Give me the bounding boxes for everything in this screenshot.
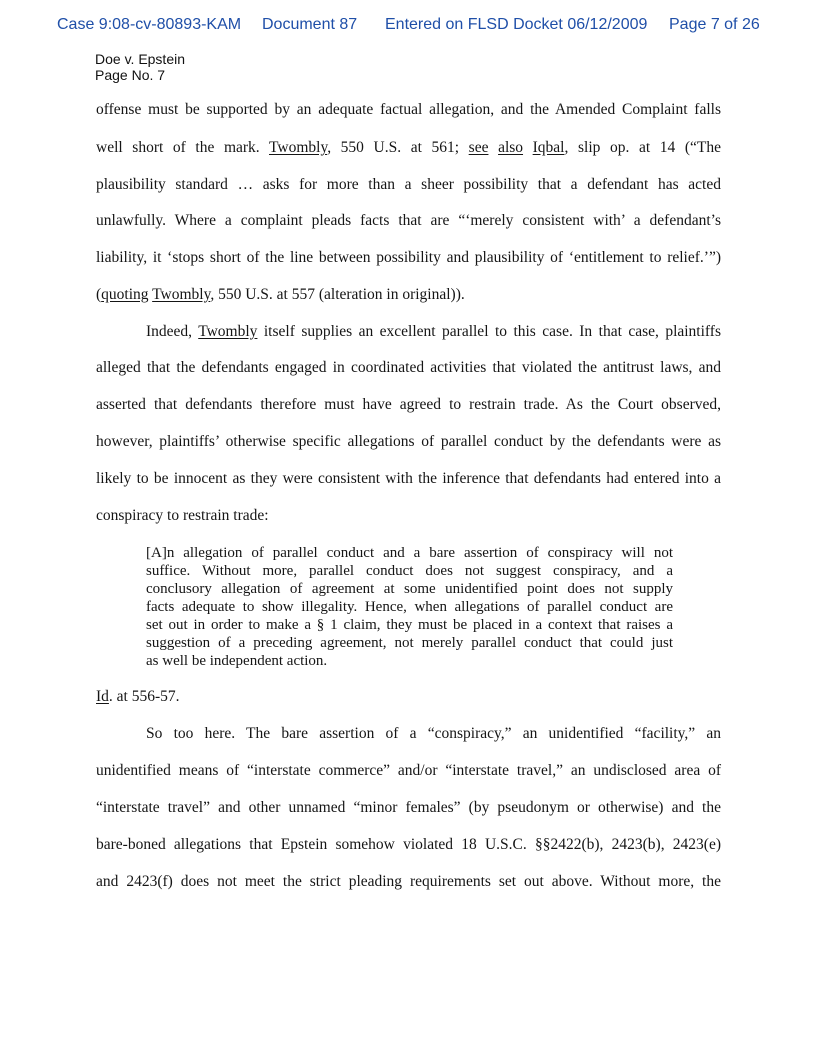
signal-see: see <box>468 139 489 156</box>
text-span: , 550 U.S. at 557 (alteration in original)). <box>210 286 465 303</box>
text-span: . at 556-57. <box>108 688 180 705</box>
text-span: itself supplies an excellent parallel to this case. In that case, plaintiffs <box>263 323 721 340</box>
docket-header <box>0 16 816 38</box>
body-line <box>96 284 721 306</box>
page-number: Page No. 7 <box>95 67 166 83</box>
docket-entry-date: Entered on FLSD Docket 06/12/2009 <box>385 16 648 33</box>
case-citation: Twombly <box>269 139 328 156</box>
text-span: well short of the mark. <box>96 139 260 156</box>
body-line <box>146 321 721 343</box>
block-quote-line: set out in order to make a § 1 claim, they must be placed in a context that raises a <box>146 617 673 633</box>
body-line: plausibility standard … asks for more than a sheer possibility that a defendant has acted <box>96 176 721 193</box>
body-line: So too here. The bare assertion of a “conspiracy,” an unidentified “facility,” an <box>146 725 721 742</box>
body-line: unidentified means of “interstate commerce” and/or “interstate travel,” an undisclosed area of <box>96 762 721 779</box>
body-line: liability, it ‘stops short of the line between possibility and plausibility of ‘entitlement to relief.’”) <box>96 249 721 266</box>
signal-also: also <box>498 139 524 156</box>
case-caption: Doe v. Epstein <box>95 51 186 67</box>
body-line: alleged that the defendants engaged in coordinated activities that violated the antitrust laws, and <box>96 359 721 376</box>
page-count: Page 7 of 26 <box>669 16 760 33</box>
body-line: offense must be supported by an adequate factual allegation, and the Amended Complaint falls <box>96 101 721 118</box>
document-number: Document 87 <box>262 16 358 33</box>
body-line: and 2423(f) does not meet the strict pleading requirements set out above. Without more, the <box>96 873 721 890</box>
block-quote-line: as well be independent action. <box>146 653 328 669</box>
block-quote-line: conclusory allegation of agreement at some unidentified point does not supply <box>146 581 673 597</box>
body-line: however, plaintiffs’ otherwise specific allegations of parallel conduct by the defendants were as <box>96 433 721 450</box>
body-line: “interstate travel” and other unnamed “minor females” (by pseudonym or otherwise) and the <box>96 799 721 816</box>
body-line <box>96 137 721 159</box>
case-citation: Twombly <box>152 286 211 303</box>
citation-line <box>96 686 721 708</box>
body-line: unlawfully. Where a complaint pleads facts that are “‘merely consistent with’ a defendant’s <box>96 212 721 229</box>
case-citation: Iqbal <box>532 139 565 156</box>
signal-quoting: quoting <box>101 286 149 303</box>
body-line: likely to be innocent as they were consistent with the inference that defendants had entered into a <box>96 470 721 487</box>
block-quote-line: facts adequate to show illegality. Hence, when allegations of parallel conduct are <box>146 599 673 615</box>
block-quote-line: [A]n allegation of parallel conduct and a bare assertion of conspiracy will not <box>146 545 673 561</box>
case-number: Case 9:08-cv-80893-KAM <box>57 16 242 33</box>
body-line: bare-boned allegations that Epstein somehow violated 18 U.S.C. §§2422(b), 2423(b), 2423(e) <box>96 836 721 853</box>
text-span: ( <box>96 286 102 303</box>
block-quote-line: suggestion of a preceding agreement, not merely parallel conduct that could just <box>146 635 673 651</box>
body-line: conspiracy to restrain trade: <box>96 507 269 524</box>
text-span: Indeed, <box>146 323 193 340</box>
text-span: , slip op. at 14 (“The <box>564 139 721 156</box>
body-line: asserted that defendants therefore must have agreed to restrain trade. As the Court observed, <box>96 396 721 413</box>
id-citation: Id <box>96 688 109 705</box>
text-span: , 550 U.S. at 561; <box>327 139 460 156</box>
case-citation: Twombly <box>198 323 258 340</box>
block-quote-line: suffice. Without more, parallel conduct does not suggest conspiracy, and a <box>146 563 673 579</box>
